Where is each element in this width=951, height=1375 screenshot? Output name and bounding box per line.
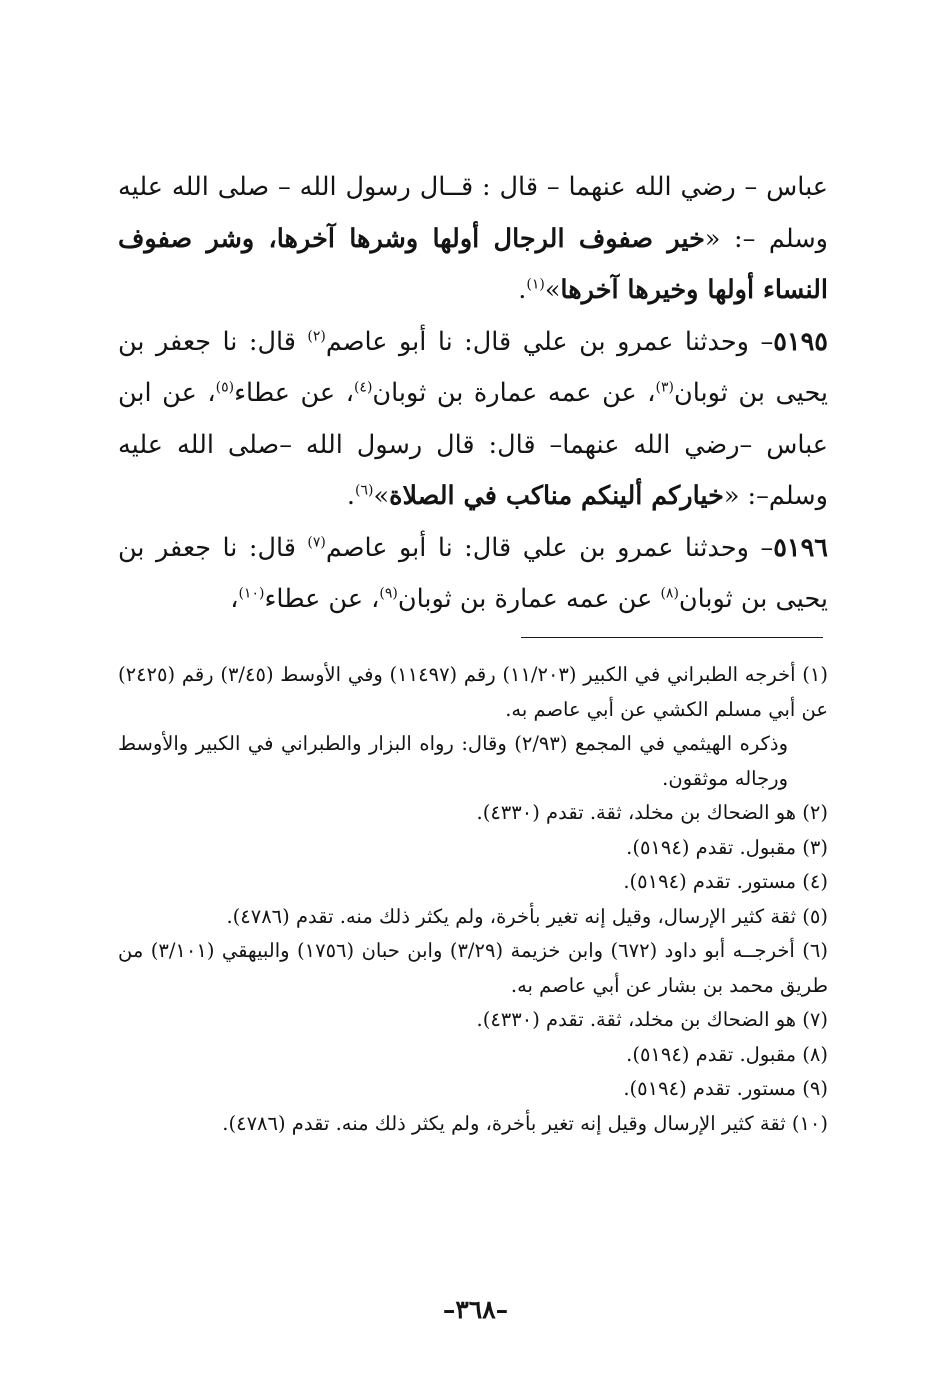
footnote-ref: (٤) [353,379,373,396]
footnote-10: (١٠) ثقة كثير الإرسال وقيل إنه تغير بأخرة، ولم يكثر ذلك منه. تقدم (٤٧٨٦). [222,1111,828,1135]
hadith-text: خياركم ألينكم مناكب في الصلاة [389,481,724,511]
text-run: » [544,275,561,305]
footnote-2: (٢) هو الضحاك بن مخلد، ثقة. تقدم (٤٣٣٠). [476,801,828,824]
footnote-8: (٨) مقبول. تقدم (٥١٩٤). [626,1042,828,1066]
footnote-7: (٧) هو الضحاك بن مخلد، ثقة. تقدم (٤٣٣٠). [476,1008,828,1031]
footnote-ref: (٨) [660,585,679,602]
text-run: عن عمه عمارة بن ثوبان [397,584,661,614]
text-run: ، عن عطاء [234,378,354,408]
text-run: » [373,481,390,511]
footnote-ref: (٧) [307,534,326,550]
footnote-ref: (٢) [307,328,326,344]
text-run: . [346,481,356,511]
footnote-9: (٩) مستور. تقدم (٥١٩٤). [623,1077,828,1100]
text-run: قال: نا جعفر بن يحيى بن ثوبان [118,532,828,614]
text-run: ، [230,584,239,614]
text-run: ، عن ابن عباس –رضي الله عنهما– قال: قال رسول الله –صلى الله عليه وسلم–: « [118,378,828,511]
footnote-ref: (٦) [355,482,374,499]
footnote-1: (١) أخرجه الطبراني في الكبير (١١/٢٠٣) رقم (١١٤٩٧) وفي الأوسط (٣/٤٥) رقم (٢٤٢٥) عن أبي مسلم الكشي عن أبي عاصم به. [118,663,828,721]
footnote-ref: (٣) [655,379,674,396]
text-run: عباس – رضي الله عنهما – قال : قــال رسول الله – صلى الله عليه وسلم –: « [118,172,828,254]
paragraph-hadith-continuation [118,162,828,317]
paragraph-hadith-5195 [118,317,828,523]
paragraph-hadith-5196 [118,523,828,626]
footnote-5: (٥) ثقة كثير الإرسال، وقيل إنه تغير بأخرة، ولم يكثر ذلك منه. تقدم (٤٧٨٦). [226,904,828,928]
text-run: . [518,275,527,305]
hadith-number: ٥١٩٦ [773,532,828,563]
footnotes [118,658,828,1141]
footnote-ref: (١) [526,276,545,293]
footnote-ref: (٥) [215,379,235,396]
footnote-3: (٣) مقبول. تقدم (٥١٩٤). [626,835,828,859]
hadith-number: ٥١٩٥ [773,326,828,357]
text-run: – وحدثنا عمرو بن علي قال: نا أبو عاصم [325,532,774,563]
footnote-ref: (١٠) [238,585,265,602]
footnote-4: (٤) مستور. تقدم (٥١٩٤). [623,870,828,893]
text-run: – وحدثنا عمرو بن علي قال: نا أبو عاصم [325,326,774,357]
footnote-separator [521,637,823,638]
footnote-6: (٦) أخرجــه أبو داود (٦٧٢) وابن خزيمة (٣/٢٩) وابن حبان (١٧٥٦) والبيهقي (٣/١٠١) من طريق محمد بن بشار عن أبي عاصم به. [118,939,829,997]
main-text [118,162,828,626]
text-run: ، عن عطاء [264,584,380,614]
footnote-1-continued: وذكره الهيثمي في المجمع (٢/٩٣) وقال: رواه البزار والطبراني في الكبير والأوسط ورجاله موثقون. [118,732,788,790]
text-run: قال: نا جعفر بن يحيى بن ثوبان [118,326,828,408]
page-number: –٣٦٨– [442,1295,509,1324]
text-run: ، عن عمه عمارة بن ثوبان [372,378,656,408]
hadith-text: خير صفوف الرجال أولها وشرها آخرها، وشر صفوف النساء أولها وخيرها آخرها [118,223,828,305]
footnote-ref: (٩) [379,585,398,602]
